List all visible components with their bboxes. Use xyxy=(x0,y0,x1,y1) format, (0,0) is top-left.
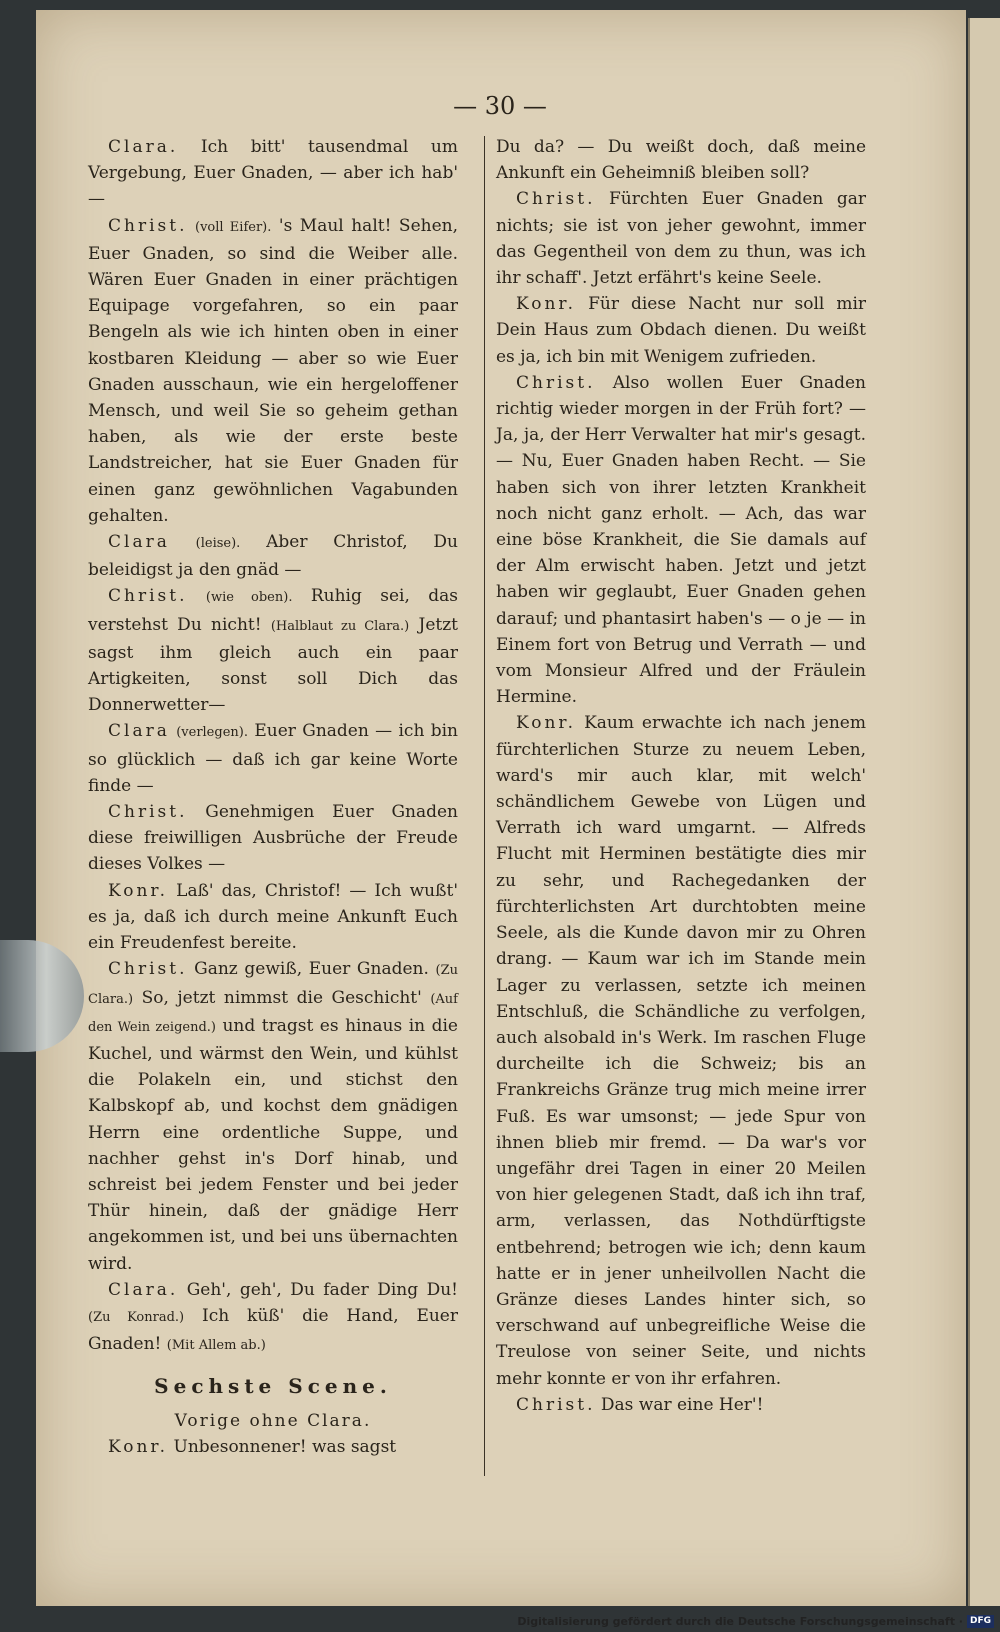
speaker-name: Konr. xyxy=(108,880,169,901)
dialogue-paragraph xyxy=(88,134,458,213)
dialogue-paragraph xyxy=(496,291,866,370)
digitization-credit xyxy=(517,1615,994,1628)
dialogue-text: Ruhig sei, das verstehst Du nicht! xyxy=(88,586,459,635)
right-column xyxy=(496,134,866,1418)
stage-direction: (Halblaut zu Clara.) xyxy=(270,618,410,634)
dialogue-paragraph xyxy=(496,186,866,291)
dialogue-text: Du da? — Du weißt doch, daß meine Ankunft ein Geheimniß bleiben soll? xyxy=(496,137,866,184)
dialogue-paragraph xyxy=(496,1392,866,1418)
dialogue-text: Ganz gewiß, Euer Gnaden. xyxy=(194,959,429,980)
page-number: — 30 — xyxy=(453,92,547,120)
speaker-name: Christ. xyxy=(108,802,188,823)
dialogue-text: Laß' das, Christof! — Ich wußt' es ja, daß ich durch meine Ankunft Euch ein Freudenfest bereite. xyxy=(88,880,458,954)
dialogue-text: Unbesonnener! was sagst xyxy=(173,1436,397,1457)
dialogue-text: Aber Christof, Du beleidigst ja den gnäd — xyxy=(88,532,458,581)
dialogue-text: Fürchten Euer Gnaden gar nichts; sie ist von jeher gewohnt, immer das Gegentheil von dem zu thun, was ich ihr schaff'. Jetzt erfährt's keine Seele. xyxy=(496,189,867,289)
speaker-name: Christ. xyxy=(108,959,188,980)
next-page-edge xyxy=(968,18,1000,1606)
speaker-name: Christ. xyxy=(516,189,596,210)
left-column xyxy=(88,134,458,1460)
dialogue-text: Ich küß' die Hand, Euer Gnaden! xyxy=(88,1305,458,1355)
stage-direction: (wie oben). xyxy=(205,590,293,606)
speaker-name: Clara xyxy=(108,532,170,553)
stage-direction: (Zu Clara.) xyxy=(88,963,459,1007)
speaker-name: Konr. xyxy=(108,1436,169,1457)
column-divider xyxy=(484,136,485,1476)
dialogue-text: Das war eine Her'! xyxy=(600,1394,764,1415)
speaker-name: Konr. xyxy=(516,294,577,315)
dialogue-text: Genehmigen Euer Gnaden diese freiwilligen Ausbrüche der Freude dieses Volkes — xyxy=(88,802,458,875)
dialogue-paragraph xyxy=(88,1434,458,1460)
speaker-name: Christ. xyxy=(108,215,188,236)
stage-direction: (leise). xyxy=(195,536,241,552)
stage-direction: (Auf den Wein zeigend.) xyxy=(88,991,458,1035)
scene-cast: Vorige ohne Clara. xyxy=(174,1410,372,1431)
dialogue-text: und tragst es hinaus in die Kuchel, und wärmst den Wein, und kühlst die Polakeln ein, und stichst den Kalbskopf ab, und kochst dem gnädigen Herrn eine ordentliche Suppe, und nachher gehst in's Dorf hinab, und schreist bei jedem Fenster und bei jeder Thür hinein, daß der gnädige Herr angekommen ist, und bei uns übernachten wird. xyxy=(88,1015,458,1274)
dialogue-text: Euer Gnaden — ich bin so glücklich — daß ich gar keine Worte finde — xyxy=(88,721,459,796)
speaker-name: Clara. xyxy=(108,1279,179,1300)
dialogue-paragraph xyxy=(496,134,866,186)
speaker-name: Clara xyxy=(108,721,170,742)
dfg-logo-icon: DFG xyxy=(967,1615,994,1628)
stage-direction: (verlegen). xyxy=(176,725,248,741)
speaker-name: Christ. xyxy=(108,586,188,607)
dialogue-paragraph xyxy=(88,956,458,1276)
dialogue-text: Kaum erwachte ich nach jenem fürchterlichen Sturze zu neuem Leben, ward's mir auch klar, mit welch' schändlichem Gewebe von Lügen und Verrath ich ward umgarnt. — Alfreds Flucht mit Herminen bestätigte dies mir zu sehr, und Rachegedanken der fürchterlichsten Art durchtobten meine Seele, als die Kunde davon mir zu Ohren drang. — Kaum war ich im Stande mein Lager zu verlassen, setzte ich meinen Entschluß, die Schändliche zu verfolgen, auch alsobald in's Werk. Im raschen Fluge durcheilte ich die Schweiz; bis an Frankreichs Gränze trug mich meine irrer Fuß. Es war umsonst; — jede Spur von ihnen blieb mir fremd. — Da war's vor ungefähr drei Tagen in einer 20 Meilen von hier gelegenen Stadt, daß ich ihn traf, arm, verlassen, das Nothdürftigste entbehrend; betrogen wie ich; denn kaum hatte er in jener unheilvollen Nacht die Gränze dieses Landes hinter sich, so verschwand auf unbegreifliche Weise die Treulose von seiner Seite, und nichts mehr konnte er von ihr erfahren. xyxy=(496,713,866,1389)
dialogue-text: So, jetzt nimmst die Geschicht' xyxy=(141,987,422,1008)
dialogue-text: 's Maul halt! Sehen, Euer Gnaden, so sind die Weiber alle. Wären Euer Gnaden in einer prächtigen Equipage vorgefahren, so ein paar Bengeln als wie ich hinten oben in einer kostbaren Kleidung — aber so wie Euer Gnaden ausschaun, wie ein hergeloffener Mensch, und weil Sie so geheim gethan haben, als wie der erste beste Landstreicher, hat sie Euer Gnaden für einen ganz gewöhnlichen Vagabunden gehalten. xyxy=(88,215,459,526)
stage-direction: (voll Eifer). xyxy=(195,219,272,235)
dialogue-paragraph xyxy=(496,370,866,711)
speaker-name: Clara. xyxy=(108,137,179,157)
dialogue-paragraph xyxy=(88,718,458,799)
dialogue-text: Jetzt sagst ihm gleich auch ein paar Artigkeiten, sonst soll Dich das Donnerwetter— xyxy=(88,614,459,716)
stage-direction: (Mit Allem ab.) xyxy=(166,1338,266,1354)
dialogue-paragraph xyxy=(88,1277,458,1360)
dialogue-paragraph xyxy=(88,213,458,529)
dialogue-paragraph xyxy=(88,878,458,957)
stage-direction: (Zu Konrad.) xyxy=(88,1309,185,1325)
speaker-name: Konr. xyxy=(516,713,577,734)
scene-heading: Sechste Scene. xyxy=(154,1374,392,1399)
credit-text: Digitalisierung gefördert durch die Deutsche Forschungsgemeinschaft · xyxy=(517,1615,963,1628)
dialogue-paragraph xyxy=(88,583,458,718)
dialogue-text: Für diese Nacht nur soll mir Dein Haus zum Obdach dienen. Du weißt es ja, ich bin mit Wenigem zufrieden. xyxy=(496,294,867,367)
dialogue-paragraph xyxy=(88,799,458,878)
dialogue-text: Geh', geh', Du fader Ding Du! xyxy=(186,1279,459,1300)
dialogue-paragraph xyxy=(88,529,458,583)
speaker-name: Christ. xyxy=(516,372,596,393)
dialogue-text: Also wollen Euer Gnaden richtig wieder morgen in der Früh fort? — Ja, ja, der Herr Verwalter hat mir's gesagt. — Nu, Euer Gnaden haben Recht. — Sie haben sich von ihrer letzten Krankheit noch nicht ganz erholt. — Ach, das war eine böse Krankheit, die Sie damals auf der Alm erwischt haben. Jetzt und jetzt haben wir geglaubt, Euer Gnaden gehen darauf; und phantasirt haben's — o je — in Einem fort von Betrug und Verrath — und vom Monsieur Alfred und der Fräulein Hermine. xyxy=(496,372,867,708)
dialogue-text: Ich bitt' tausendmal um Vergebung, Euer Gnaden, — aber ich hab' — xyxy=(88,137,458,210)
dialogue-paragraph xyxy=(496,710,866,1391)
speaker-name: Christ. xyxy=(516,1394,596,1415)
